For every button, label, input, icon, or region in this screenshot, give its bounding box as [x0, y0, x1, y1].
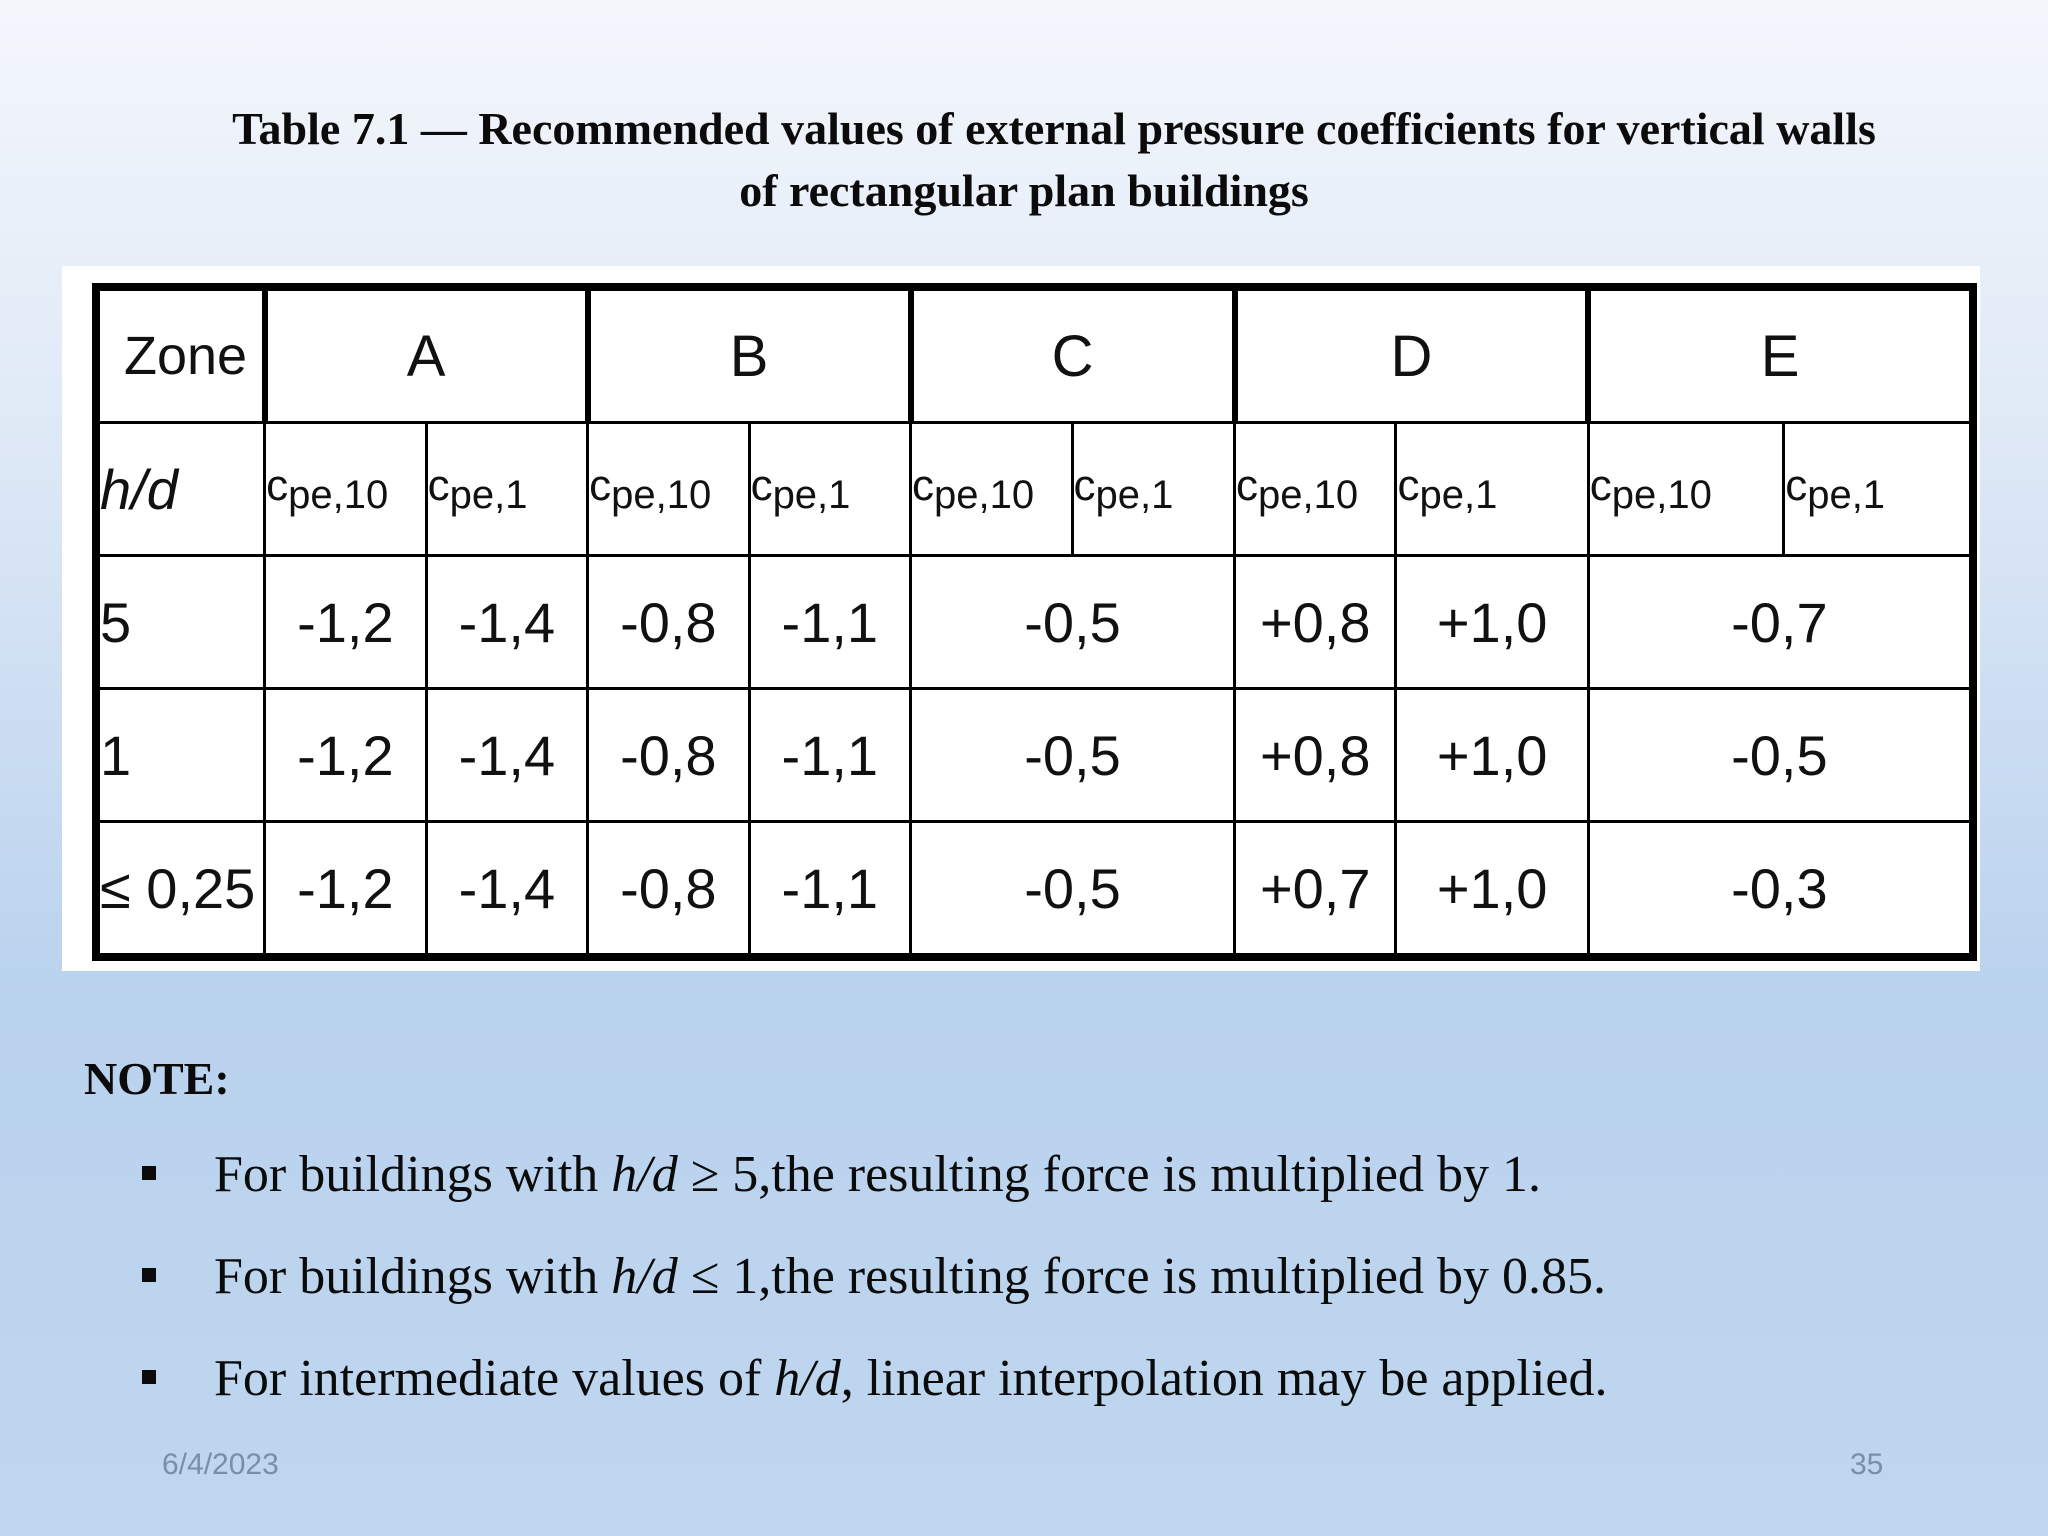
- zone-c-header: C: [911, 287, 1235, 423]
- zone-d-header: D: [1235, 287, 1589, 423]
- list-item: For buildings with h/d ≥ 5,the resulting force is multiplied by 1.: [130, 1124, 1607, 1226]
- cell-c: -0,5: [911, 556, 1235, 689]
- note-heading: NOTE:: [84, 1053, 230, 1104]
- zone-e-header: E: [1588, 287, 1973, 423]
- table-image-panel: [62, 266, 1980, 971]
- cell-e: -0,5: [1588, 689, 1973, 822]
- cell-b-cpe1: -1,1: [749, 689, 910, 822]
- title-line-1: Table 7.1 — Recommended values of external pressure coefficients for vertical walls: [232, 103, 1876, 154]
- zone-d-cpe10-header: $c_{pe,10}$: [1235, 423, 1396, 556]
- cell-a-cpe1: -1,4: [426, 822, 587, 958]
- cell-d-cpe1: +1,0: [1396, 556, 1588, 689]
- table-row: [96, 822, 1973, 958]
- zone-d-cpe1-header: $c_{pe,1}$: [1396, 423, 1588, 556]
- square-bullet-icon: [142, 1370, 156, 1384]
- cell-b-cpe10: -0,8: [588, 689, 749, 822]
- hd-value: 5: [96, 556, 265, 689]
- slide-date: 6/4/2023: [162, 1448, 279, 1481]
- cell-d-cpe10: +0,7: [1235, 822, 1396, 958]
- table-row: [96, 689, 1973, 822]
- zone-b-cpe10-header: $c_{pe,10}$: [588, 423, 749, 556]
- zone-a-header: A: [265, 287, 588, 423]
- slide-number: 35: [1850, 1448, 1884, 1481]
- zone-b-cpe1-header: $c_{pe,1}$: [749, 423, 910, 556]
- zone-e-cpe1-header: $c_{pe,1}$: [1784, 423, 1973, 556]
- zone-label: Zone: [96, 287, 265, 423]
- list-item: For buildings with h/d ≤ 1,the resulting force is multiplied by 0.85.: [130, 1226, 1607, 1328]
- cell-a-cpe1: -1,4: [426, 689, 587, 822]
- cell-b-cpe1: -1,1: [749, 822, 910, 958]
- cell-a-cpe10: -1,2: [265, 556, 426, 689]
- zone-b-header: B: [588, 287, 911, 423]
- cell-d-cpe10: +0,8: [1235, 689, 1396, 822]
- zone-header-row: [96, 287, 1973, 423]
- zone-e-cpe10-header: $c_{pe,10}$: [1588, 423, 1783, 556]
- cell-d-cpe1: +1,0: [1396, 822, 1588, 958]
- coefficient-header-row: [96, 423, 1973, 556]
- zone-a-cpe1-header: $c_{pe,1}$: [426, 423, 587, 556]
- cell-e: -0,3: [1588, 822, 1973, 958]
- hd-value: ≤ 0,25: [96, 822, 265, 958]
- cell-a-cpe10: -1,2: [265, 822, 426, 958]
- list-item: For intermediate values of h/d, linear interpolation may be applied.: [130, 1328, 1607, 1430]
- hd-label: h/d: [96, 423, 265, 556]
- square-bullet-icon: [142, 1166, 156, 1180]
- pressure-coefficient-table: [92, 283, 1977, 961]
- cell-b-cpe10: -0,8: [588, 822, 749, 958]
- cell-d-cpe1: +1,0: [1396, 689, 1588, 822]
- cell-c: -0,5: [911, 822, 1235, 958]
- zone-a-cpe10-header: $c_{pe,10}$: [265, 423, 426, 556]
- cell-a-cpe1: -1,4: [426, 556, 587, 689]
- cell-c: -0,5: [911, 689, 1235, 822]
- square-bullet-icon: [142, 1268, 156, 1282]
- title-line-2: of rectangular plan buildings: [739, 165, 1309, 216]
- zone-c-cpe10-header: $c_{pe,10}$: [911, 423, 1072, 556]
- cell-b-cpe10: -0,8: [588, 556, 749, 689]
- zone-c-cpe1-header: $c_{pe,1}$: [1072, 423, 1235, 556]
- cell-b-cpe1: -1,1: [749, 556, 910, 689]
- cell-e: -0,7: [1588, 556, 1973, 689]
- table-row: [96, 556, 1973, 689]
- cell-d-cpe10: +0,8: [1235, 556, 1396, 689]
- note-list: [130, 1124, 1607, 1430]
- hd-value: 1: [96, 689, 265, 822]
- cell-a-cpe10: -1,2: [265, 689, 426, 822]
- slide-title: [0, 98, 2048, 222]
